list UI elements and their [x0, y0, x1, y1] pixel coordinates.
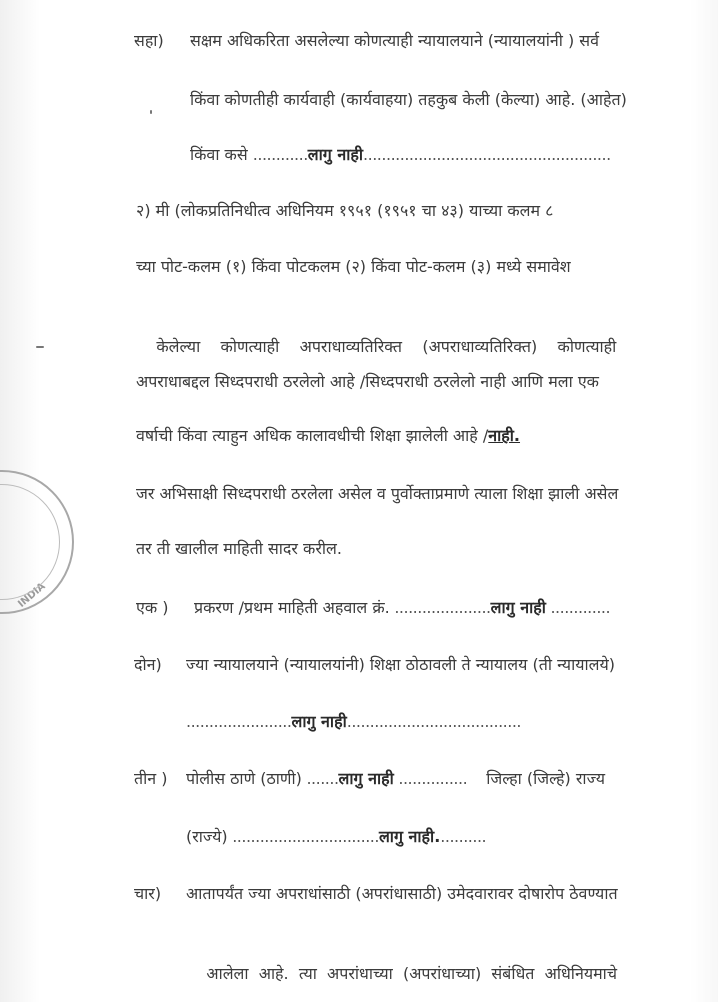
line-text: ज्या न्यायालयाने (न्यायालयांनी) शिक्षा ठोठावली ते न्यायालय (ती न्यायालये): [186, 655, 616, 674]
line-text: किंवा कोणतीही कार्यवाही (कार्यवाहया) तहकुब केली (केल्या) आहे. (आहेत): [190, 90, 627, 109]
not-applicable-value: लागु नाही: [291, 712, 347, 731]
item-three-line-1: [134, 768, 605, 790]
line-text: किंवा कसे: [190, 145, 248, 164]
line-text: तर ती खालील माहिती सादर करील.: [136, 539, 342, 558]
fill-dots: .............: [545, 598, 611, 617]
fill-dots: .......................: [186, 712, 292, 731]
item-label: तीन ): [134, 769, 168, 788]
line-text: च्या पोट-कलम (१) किंवा पोटकलम (२) किंवा पोट-कलम (३) मध्ये समावेश: [136, 257, 571, 276]
fill-dots: ............: [252, 145, 308, 164]
clause-six-line-2: [190, 89, 627, 111]
official-seal-stamp: [0, 470, 74, 614]
scan-speck: [36, 346, 44, 348]
line-text: वर्षाची किंवा त्याहुन अधिक कालावधीची शिक्षा झालेली आहे /: [136, 426, 489, 445]
clause-two-line-1: [136, 200, 553, 222]
fill-dots: ......................................................: [363, 145, 611, 164]
line-text: जिल्हा (जिल्हे) राज्य: [486, 769, 606, 788]
clause-six-line-3: [190, 144, 611, 166]
fill-dots: ..........: [440, 827, 487, 846]
condition-line-2: [136, 538, 342, 560]
fill-dots: .......: [301, 769, 339, 788]
line-text: आतापर्यंत ज्या अपराधांसाठी (अपरांधासाठी) उमेदवारावर दोषारोप ठेवण्यात: [186, 884, 618, 903]
line-text: आलेला आहे. त्या अपरांधाच्या (अपरांधाच्या) संबंधित अधिनियमाचे: [206, 964, 617, 983]
line-text: (राज्ये): [186, 827, 228, 846]
line-text: जर अभिसाक्षी सिध्दपराधी ठरलेला असेल व पुर्वोक्ताप्रमाणे त्याला शिक्षा झाली असेल: [136, 484, 619, 503]
not-applicable-value: लागु नाही.: [378, 827, 441, 846]
fill-dots: .....................: [389, 598, 491, 617]
line-text: प्रकरण /प्रथम माहिती अहवाल क्रं.: [194, 598, 390, 617]
item-four-line-1: [134, 883, 618, 905]
scan-speck: [150, 110, 152, 114]
not-applicable-value: लागु नाही: [338, 769, 394, 788]
line-text: २) मी (लोकप्रतिनिधीत्व अधिनियम १९५१ (१९५१ चा ४३) याच्या कलम ८: [136, 201, 554, 220]
clause-two-line-2: [136, 256, 571, 278]
line-text: सक्षम अधिकरिता असलेल्या कोणत्याही न्यायालयाने (न्यायालयांनी ) सर्व: [190, 31, 600, 50]
item-label: दोन): [134, 655, 162, 674]
condition-line-1: [136, 483, 618, 505]
item-three-line-2: [186, 826, 486, 848]
line-text: अपराधाबद्दल सिध्दपराधी ठरलेलो आहे /सिध्दपराधी ठरलेलो नाही आणि मला एक: [136, 372, 599, 391]
item-label: चार): [134, 884, 162, 903]
not-applicable-value: लागु नाही: [307, 145, 364, 164]
clause-six-line-1: [134, 30, 599, 52]
clause-label: सहा): [134, 31, 164, 50]
item-label: एक ): [136, 598, 169, 617]
stamp-label: INDIA: [16, 581, 48, 610]
fill-dots: ................................: [227, 827, 379, 846]
item-two-line-2: [186, 711, 521, 733]
item-one-line: [136, 597, 610, 619]
fill-dots: ......................................: [346, 712, 521, 731]
item-two-line-1: [134, 654, 615, 676]
line-text: केलेल्या कोणत्याही अपराधाव्यतिरिक्त (अपराधाव्यतिरिक्त) कोणत्याही: [156, 337, 617, 356]
selected-answer-no: नाही.: [488, 426, 521, 445]
line-text: पोलीस ठाणे (ठाणी): [186, 769, 302, 788]
not-applicable-value: लागु नाही: [490, 598, 546, 617]
clause-two-line-5: [136, 425, 520, 447]
item-four-line-2: [186, 941, 617, 1007]
clause-two-line-4: [136, 371, 599, 393]
fill-dots: ...............: [393, 769, 468, 788]
